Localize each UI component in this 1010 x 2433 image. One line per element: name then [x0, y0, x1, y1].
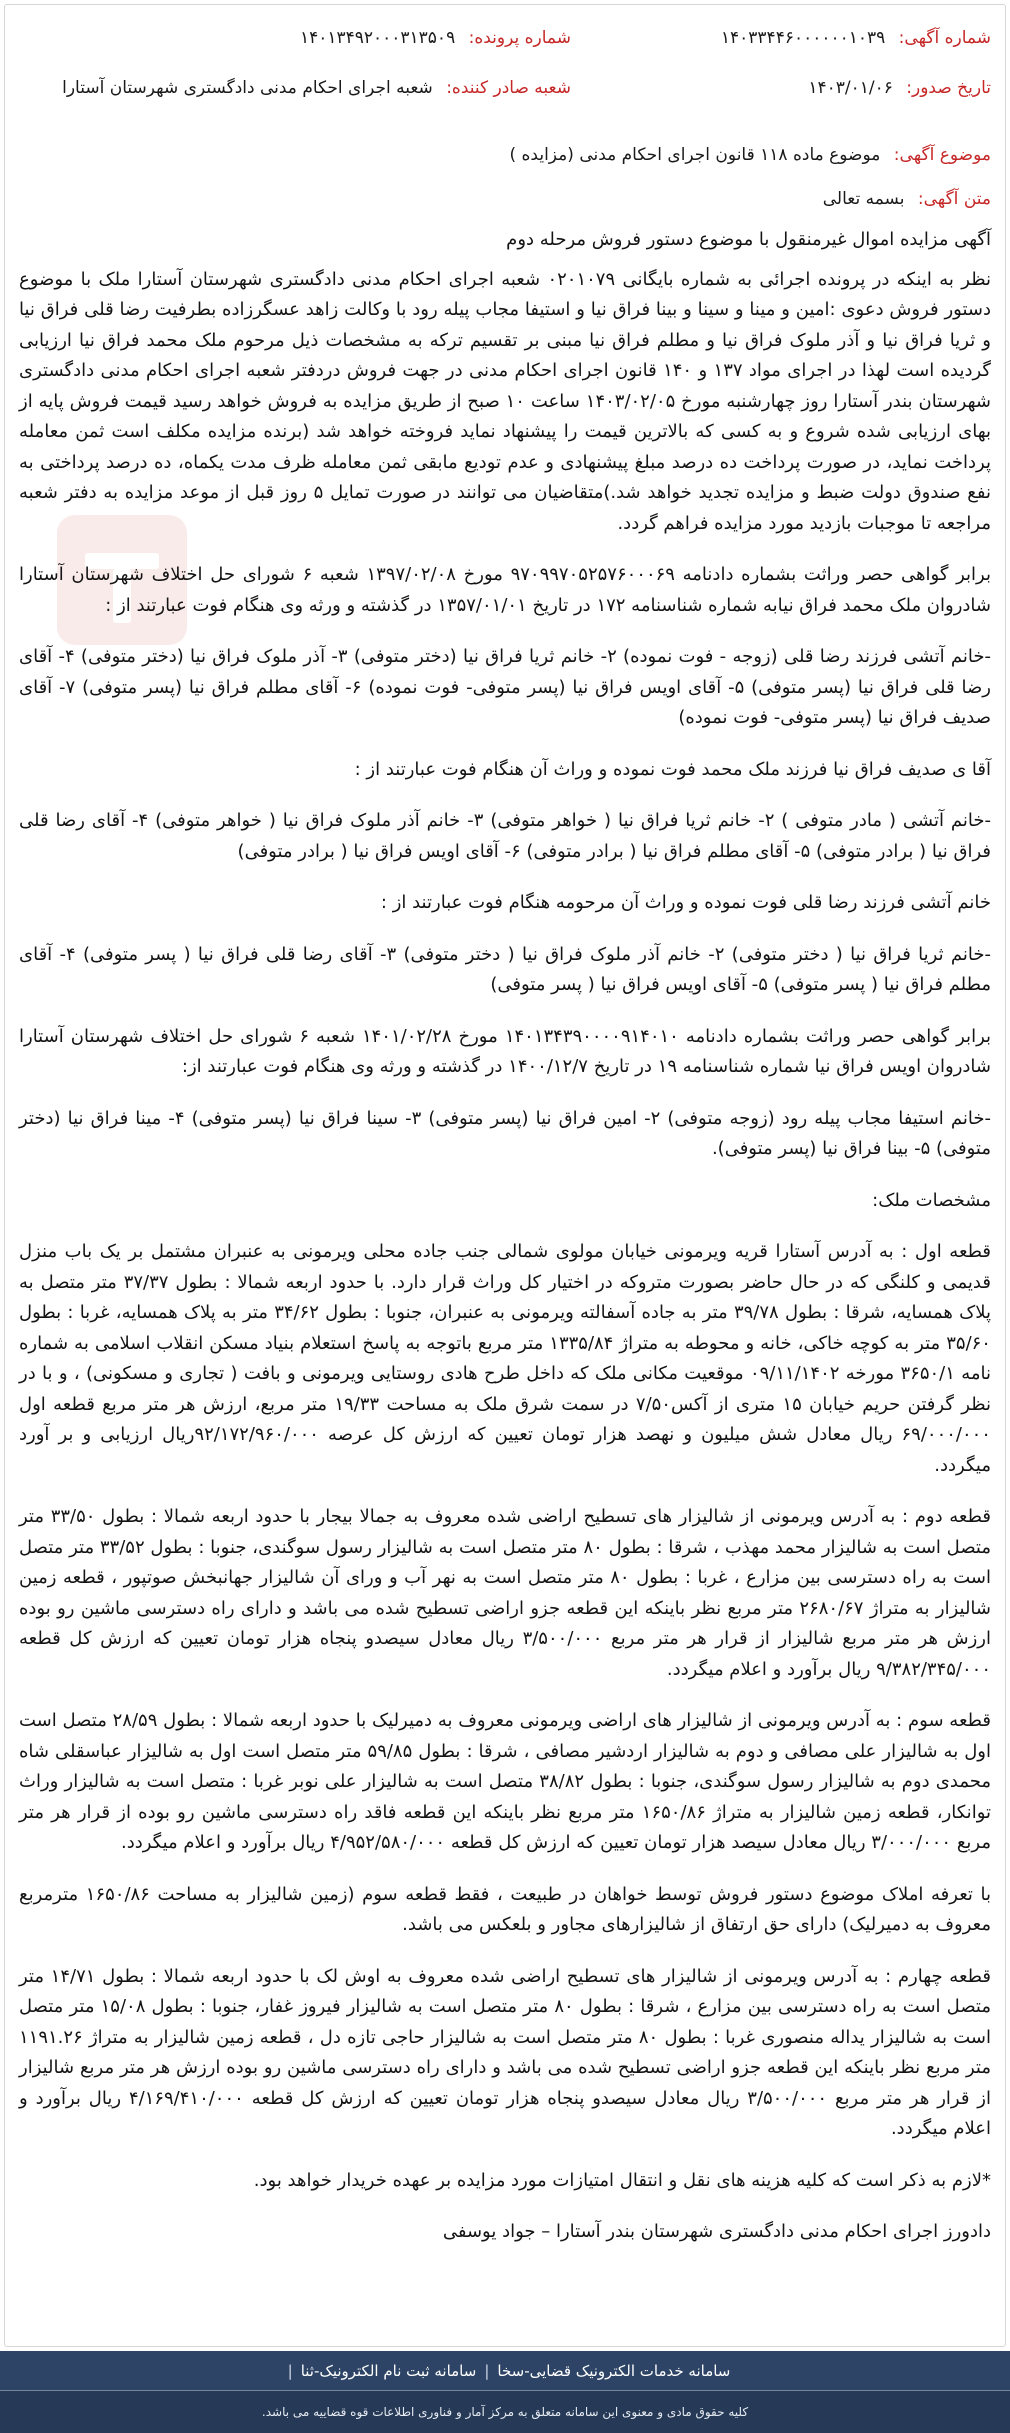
issuing-branch-label: شعبه صادر کننده: [446, 78, 571, 98]
heirs-list-4: -خانم استیفا مجاب پیله رود (زوجه متوفی) ۲- امین فراق نیا (پسر متوفی) ۳- سینا فراق نیا (پسر متوفی) ۴- مینا فراق نیا (دختر متوفی) ۵- بینا فراق نیا (پسر متوفی). [19, 1107, 992, 1159]
notice-text-label: متن آگهی: [917, 189, 991, 209]
header-row-1 [19, 13, 991, 63]
easement-note: با تعرفه املاک موضوع دستور فروش توسط خواهان در طبیعت ، فقط قطعه سوم (زمین شالیزار به مساحت ۱۶۵۰/۸۶ مترمربع معروف به دمیرلیک) دارای حق ارتفاق از شالیزارهای مجاور و بلعکس می باشد. [19, 1883, 992, 1935]
notice-subject [19, 140, 991, 171]
issuing-branch-value: شعبه اجرای احکام مدنی دادگستری شهرستان آستارا [62, 78, 433, 98]
atashi-heirs-intro: خانم آتشی فرزند رضا قلی فوت نموده و وراث آن مرحومه هنگام فوت عبارتند از : [380, 892, 991, 913]
case-number-label: شماره پرونده: [468, 28, 571, 48]
case-number-value: ۱۴۰۱۳۴۹۲۰۰۰۳۱۳۵۰۹ [299, 28, 456, 48]
signature-line: دادورز اجرای احکام مدنی دادگستری شهرستان بندر آستارا – جواد یوسفی [442, 2221, 991, 2242]
parcel-1-description: قطعه اول : به آدرس آستارا قریه ویرمونی خیابان مولوی شمالی جنب جاده محلی ویرمونی به عنبران مشتمل بر یک باب منزل قدیمی و کلنگی که در حال حاضر بصورت متروکه در اختیار کل وراث قرار دارد. با حدود اربعه شمالا : بطول ۳۷/۳۷ متر متصل به پلاک همسایه، شرقا : بطول ۳۹/۷۸ متر به جاده آسفالته ویرمونی به عنبران، جنوبا : بطول ۳۴/۶۲ متر به پلاک همسایه، غربا : بطول ۳۵/۶۰ متر به کوچه خاکی، خانه و محوطه به متراژ ۱۳۳۵/۸۴ متر مربع باتوجه به پاسخ استعلام بنیاد مسکن انقلاب اسلامی به شماره نامه ۳۶۵۰/۱ مورخه ۰۹/۱۱/۱۴۰۲ موقعیت مکانی ملک که داخل طرح هادی روستایی ویرمونی و بافت ( تجاری و مسکونی) ، و با در نظر گرفتن حریم خیابان ۱۵ متری از آکس۷/۵۰ در سمت شرق ملک به مساحت ۱۹/۳۳ متر مربع، ارزش هر متر مربع قطعه اول ۶۹/۰۰۰/۰۰۰ ریال معادل شش میلیون و نهصد هزار تومان تعیین که ارزش کل عرصه ۹۲/۱۷۲/۹۶۰/۰۰۰ریال ارزیابی و بر آورد میگردد. [19, 1241, 992, 1476]
costs-note: *لازم به ذکر است که کلیه هزینه های نقل و انتقال امتیازات مورد مزایده بر عهده خریدار خواهد بود. [253, 2169, 991, 2191]
footer-link-sana[interactable]: سامانه ثبت نام الکترونیک-ثنا [300, 2361, 477, 2380]
notice-number-value: ۱۴۰۳۳۴۴۶۰۰۰۰۰۰۱۰۳۹ [720, 28, 886, 48]
auction-intro-paragraph: نظر به اینکه در پرونده اجرائی به شماره بایگانی ۰۲۰۱۰۷۹ شعبه اجرای احکام مدنی دادگستری شهرستان آستارا ملک با موضوع دستور فروش دعوی :امین و مینا و سینا و بینا فراق نیا و استیفا مجاب پیله رود با وکالت زاهد عسگرزاده بطرفیت رضا قلی فراق نیا و ثریا فراق نیا و آذر ملوک فراق نیا و مطلم فراق نیا مبنی بر تقسیم ترکه به مشخصات ذیل مرحوم ملک محمد فراق نیا ارزیابی گردیده است لهذا در اجرای مواد ۱۳۷ و ۱۴۰ قانون اجرای احکام مدنی در جهت فروش دردفتر شعبه اجرای احکام مدنی دادگستری شهرستان بندر آستارا روز چهارشنبه مورخ ۱۴۰۳/۰۲/۰۵ ساعت ۱۰ صبح از طریق مزایده به فروش خواهد رسید قیمت فروش پایه از بهای ارزیابی شده شروع و به کسی که بالاترین قیمت را پیشنهاد نماید فروخته خواهد شد (برنده مزایده مکلف است ثمن معامله پرداخت نماید، در صورت پرداخت ده درصد مبلغ پیشنهادی و عدم تودیع مابقی ثمن معامله ظرف مدت یکماه، ده درصد پرداختی به نفع صندوق دولت ضبط و مزایده تجدید خواهد شد.)متقاضیان می توانند در صورت تمایل ۵ روز قبل از موعد مزایده به دفتر شعبه مراجعه تا موجبات بازدید مورد مزایده فراهم گردد. [19, 268, 992, 534]
issue-date-field [571, 78, 991, 98]
notice-text-header [19, 184, 991, 215]
footer-link-sakha[interactable]: سامانه خدمات الکترونیک قضایی-سخا [497, 2361, 731, 2380]
heirs-list-1: -خانم آتشی فرزند رضا قلی (زوجه - فوت نموده) ۲- خانم ثریا فراق نیا (دختر متوفی) ۳- آذر ملوک فراق نیا (دختر متوفی) ۴- آقای رضا قلی فراق نیا (پسر متوفی) ۵- آقای اویس فراق نیا (پسر متوفی- فوت نموده) ۶- آقای مطلم فراق نیا (پسر متوفی) ۷- آقای صدیف فراق نیا (پسر متوفی- فوت نموده) [19, 646, 991, 728]
issue-date-value: ۱۴۰۳/۰۱/۰۶ [808, 78, 893, 98]
subject-label: موضوع آگهی: [893, 145, 991, 165]
footer-copyright: کلیه حقوق مادی و معنوی این سامانه متعلق به مرکز آمار و فناوری اطلاعات قوه قضاییه می باشد. [261, 2405, 749, 2419]
header-row-2 [19, 63, 991, 113]
notice-number-label: شماره آگهی: [898, 28, 991, 48]
property-specs-heading: مشخصات ملک: [872, 1189, 991, 1211]
heirs-list-2: -خانم آتشی ( مادر متوفی ) ۲- خانم ثریا فراق نیا ( خواهر متوفی) ۳- خانم آذر ملوک فراق نیا ( خواهر متوفی) ۴- آقای رضا قلی فراق نیا ( برادر متوفی) ۵- آقای مطلم فراق نیا ( برادر متوفی) ۶- آقای اویس فراق نیا ( برادر متوفی) [19, 810, 992, 862]
footer-links [0, 2351, 1010, 2391]
notice-body [19, 225, 991, 2248]
subject-value: موضوع ماده ۱۱۸ قانون اجرای احکام مدنی (مزایده ) [509, 145, 881, 165]
issuing-branch-field [19, 78, 571, 98]
inheritance-certificate-2: برابر گواهی حصر وراثت بشماره دادنامه ۱۴۰۱۳۴۳۹۰۰۰۰۹۱۴۰۱۰ مورخ ۱۴۰۱/۰۲/۲۸ شعبه ۶ شورای حل اختلاف شهرستان آستارا شادروان اویس فراق نیا شماره شناسنامه ۱۹ در تاریخ ۱۴۰۰/۱۲/۷ در گذشته و ورثه وی هنگام فوت عبارتند از: [19, 1025, 992, 1077]
notice-heading: آگهی مزایده اموال غیرمنقول با موضوع دستور فروش مرحله دوم [506, 229, 991, 250]
notice-opening: بسمه تعالی [822, 189, 905, 209]
footer-separator: | [287, 2361, 293, 2380]
parcel-3-description: قطعه سوم : به آدرس ویرمونی از شالیزار های اراضی ویرمونی معروف به دمیرلیک با حدود اربعه شمالا : بطول ۲۸/۵۹ متصل است اول به شالیزار علی مصافی و دوم به شالیزار اردشیر مصافی ، شرقا : بطول ۵۹/۸۵ متر متصل است اول به شالیزار عباسقلی شاه محمدی دوم به شالیزار رسول سوگندی، جنوبا : بطول ۳۸/۸۲ متصل است به شالیزار علی نوبر غربا : متصل است به شالیزار وراث توانکار، قطعه زمین شالیزار به متراژ ۱۶۵۰/۸۶ متر مربع نظر باینکه این قطعه فاقد راه دسترسی ماشین رو بوده از قرار هر متر مربع ۳/۰۰۰/۰۰۰ ریال معادل سیصد هزار تومان تعیین که ارزش کل قطعه ۴/۹۵۲/۵۸۰/۰۰۰ ریال برآورد و اعلام میگردد. [19, 1710, 992, 1853]
notice-card [4, 4, 1006, 2347]
parcel-4-description: قطعه چهارم : به آدرس ویرمونی از شالیزار های تسطیح اراضی شده معروف به اوش لک با حدود اربعه شمالا : بطول ۱۴/۷۱ متر متصل است به راه دسترسی بین مزارع ، شرقا : بطول ۸۰ متر متصل است به شالیزار فیروز غفار، جنوبا : بطول ۱۵/۰۸ متر متصل است به شالیزار یداله منصوری غربا : بطول ۸۰ متر متصل است به شالیزار حاجی تازه دل ، قطعه زمین شالیزار به متراژ ۱۱۹۱.۲۶ متر مربع نظر باینکه این قطعه جزو اراضی تسطیح شده می باشد و دارای راه دسترسی ماشین رو بوده ارزش هر متر مربع شالیزار از قرار هر متر مربع ۳/۵۰۰/۰۰۰ ریال معادل سیصدو پنجاه هزار تومان تعیین که ارزش کل قطعه ۴/۱۶۹/۴۱۰/۰۰۰ ریال برآورد و اعلام میگردد. [19, 1965, 991, 2139]
issue-date-label: تاریخ صدور: [906, 78, 991, 98]
sedif-heirs-intro: آقا ی صدیف فراق نیا فرزند ملک محمد فوت نموده و وراث آن هنگام فوت عبارتند از : [354, 758, 991, 780]
case-number-field [19, 28, 571, 48]
parcel-2-description: قطعه دوم : به آدرس ویرمونی از شالیزار های تسطیح اراضی شده معروف به جمالا بیجار با حدود اربعه شمالا : بطول ۳۳/۵۰ متر متصل است به شالیزار محمد مهذب ، شرقا : بطول ۸۰ متر متصل است به شالیزار رسول سوگندی، جنوبا : بطول ۳۳/۵۲ متر متصل است به راه دسترسی بین مزارع ، غربا : بطول ۸۰ متر متصل است به نهر آب و ورای آن شالیزار جهانبخش صوتپور ، قطعه زمین شالیزار به متراژ ۲۶۸۰/۶۷ متر مربع نظر باینکه این قطعه جزو اراضی تسطیح شده می باشد و دارای راه دسترسی ماشین رو بوده ارزش هر متر مربع شالیزار از قرار هر متر مربع ۳/۵۰۰/۰۰۰ ریال معادل سیصدو پنجاه هزار تومان تعیین که ارزش کل قطعه ۹/۳۸۲/۳۴۵/۰۰۰ ریال برآورد و اعلام میگردد. [19, 1506, 992, 1680]
inheritance-certificate-1: برابر گواهی حصر وراثت بشماره دادنامه ۹۷۰۹۹۷۰۵۲۵۷۶۰۰۰۶۹ مورخ ۱۳۹۷/۰۲/۰۸ شعبه ۶ شورای حل اختلاف شهرستان آستارا شادروان ملک محمد فراق نیابه شماره شناسنامه ۱۷۲ در تاریخ ۱۳۵۷/۰۱/۰۱ در گذشته و ورثه وی هنگام فوت عبارتند از : [19, 564, 991, 616]
footer-separator: | [484, 2361, 490, 2380]
notice-number-field [571, 28, 991, 48]
site-footer [0, 2351, 1010, 2433]
heirs-list-3: -خانم ثریا فراق نیا ( دختر متوفی) ۲- خانم آذر ملوک فراق نیا ( دختر متوفی) ۳- آقای رضا قلی فراق نیا ( پسر متوفی) ۴- آقای مطلم فراق نیا ( پسر متوفی) ۵- آقای اویس فراق نیا ( پسر متوفی) [19, 943, 991, 995]
